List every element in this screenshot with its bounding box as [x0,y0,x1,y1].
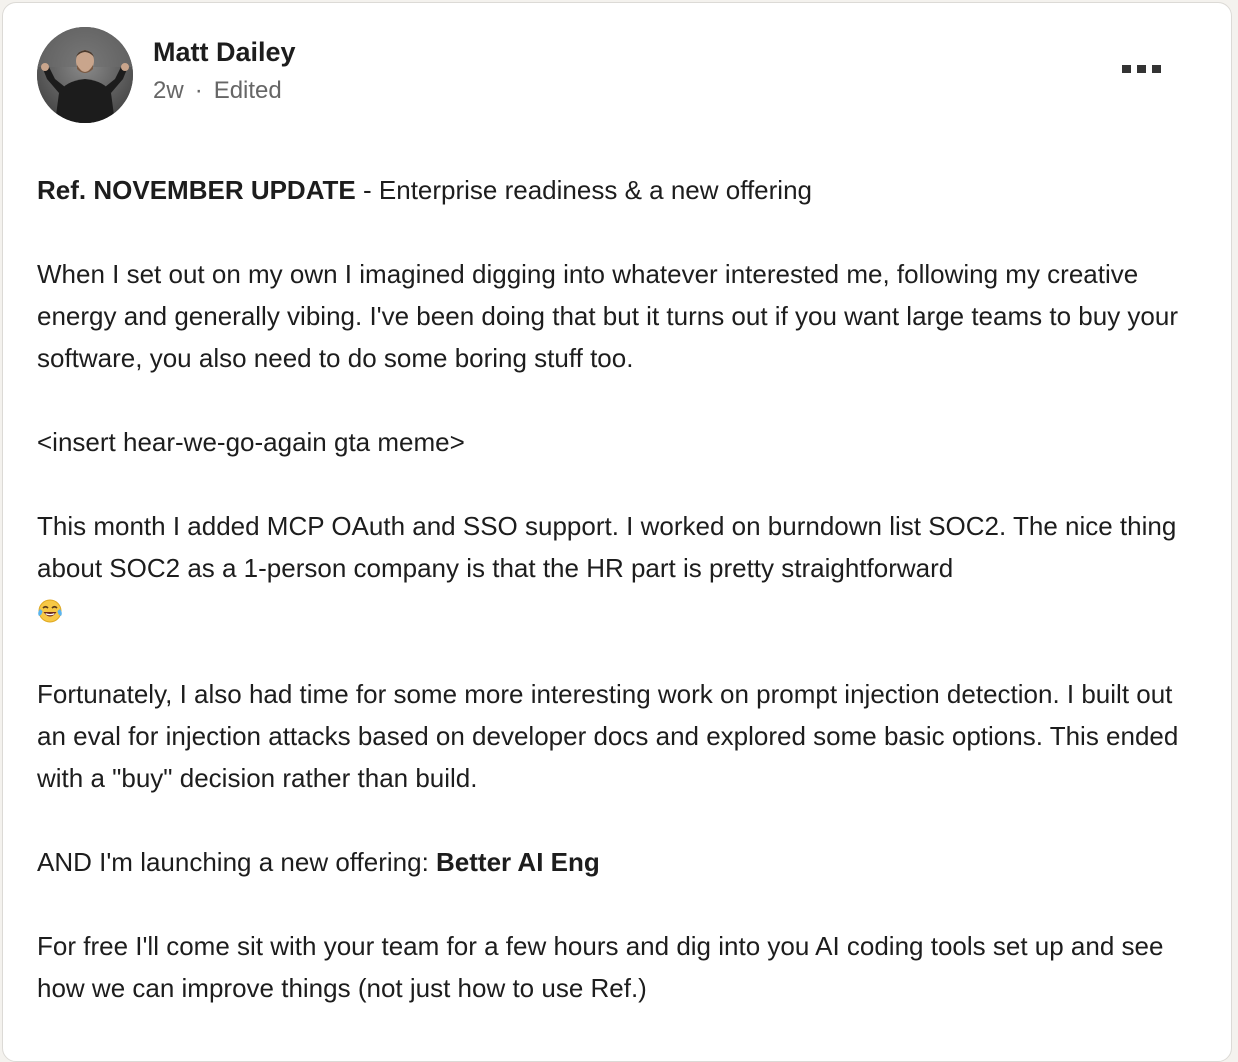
post-paragraph-6: For free I'll come sit with your team for a few hours and dig into you AI coding tools set up and see how we can improve things (not just how to use Ref.) [37,931,1164,1003]
post-paragraph-5 [37,841,1207,883]
more-horizontal-icon-dot [1152,65,1161,73]
avatar-photo [37,27,133,123]
post-paragraph-1: When I set out on my own I imagined digging into whatever interested me, following my creative energy and generally vibing. I've been doing that but it turns out if you want large teams to buy your software, you also need to do some boring stuff too. [37,259,1178,373]
more-horizontal-icon [1122,65,1131,73]
post-age: 2w [153,77,184,104]
post-paragraph-2: <insert hear-we-go-again gta meme> [37,427,465,457]
brand-name: Ref [37,175,79,205]
paragraph-5-lead: AND I'm launching a new offering: [37,847,437,877]
headline-title: . NOVEMBER UPDATE [78,175,356,205]
more-options-button[interactable] [1113,51,1169,87]
author-avatar[interactable] [37,27,133,123]
paragraph-3-text: This month I added MCP OAuth and SSO support. I worked on burndown list SOC2. The nice thing about SOC2 as a 1-person company is that the HR part is pretty straightforward [37,511,1177,583]
post-paragraph-4: Fortunately, I also had time for some more interesting work on prompt injection detection. I built out an eval for injection attacks based on developer docs and explored some basic options. This ended with a "buy" decision rather than build. [37,679,1179,793]
post-card [2,2,1232,1062]
post-body [37,169,1207,1051]
face-with-tears-of-joy-icon [37,598,63,624]
post-meta [153,77,282,105]
edited-label: Edited [213,77,282,104]
author-name[interactable]: Matt Dailey [153,37,296,67]
more-horizontal-icon-dot [1137,65,1146,73]
offering-name: Better AI Eng [436,847,600,877]
post-headline [37,169,1207,211]
post-paragraph-3 [37,505,1207,631]
headline-subtitle: - Enterprise readiness & a new offering [355,175,812,205]
meta-separator: · [194,77,203,104]
